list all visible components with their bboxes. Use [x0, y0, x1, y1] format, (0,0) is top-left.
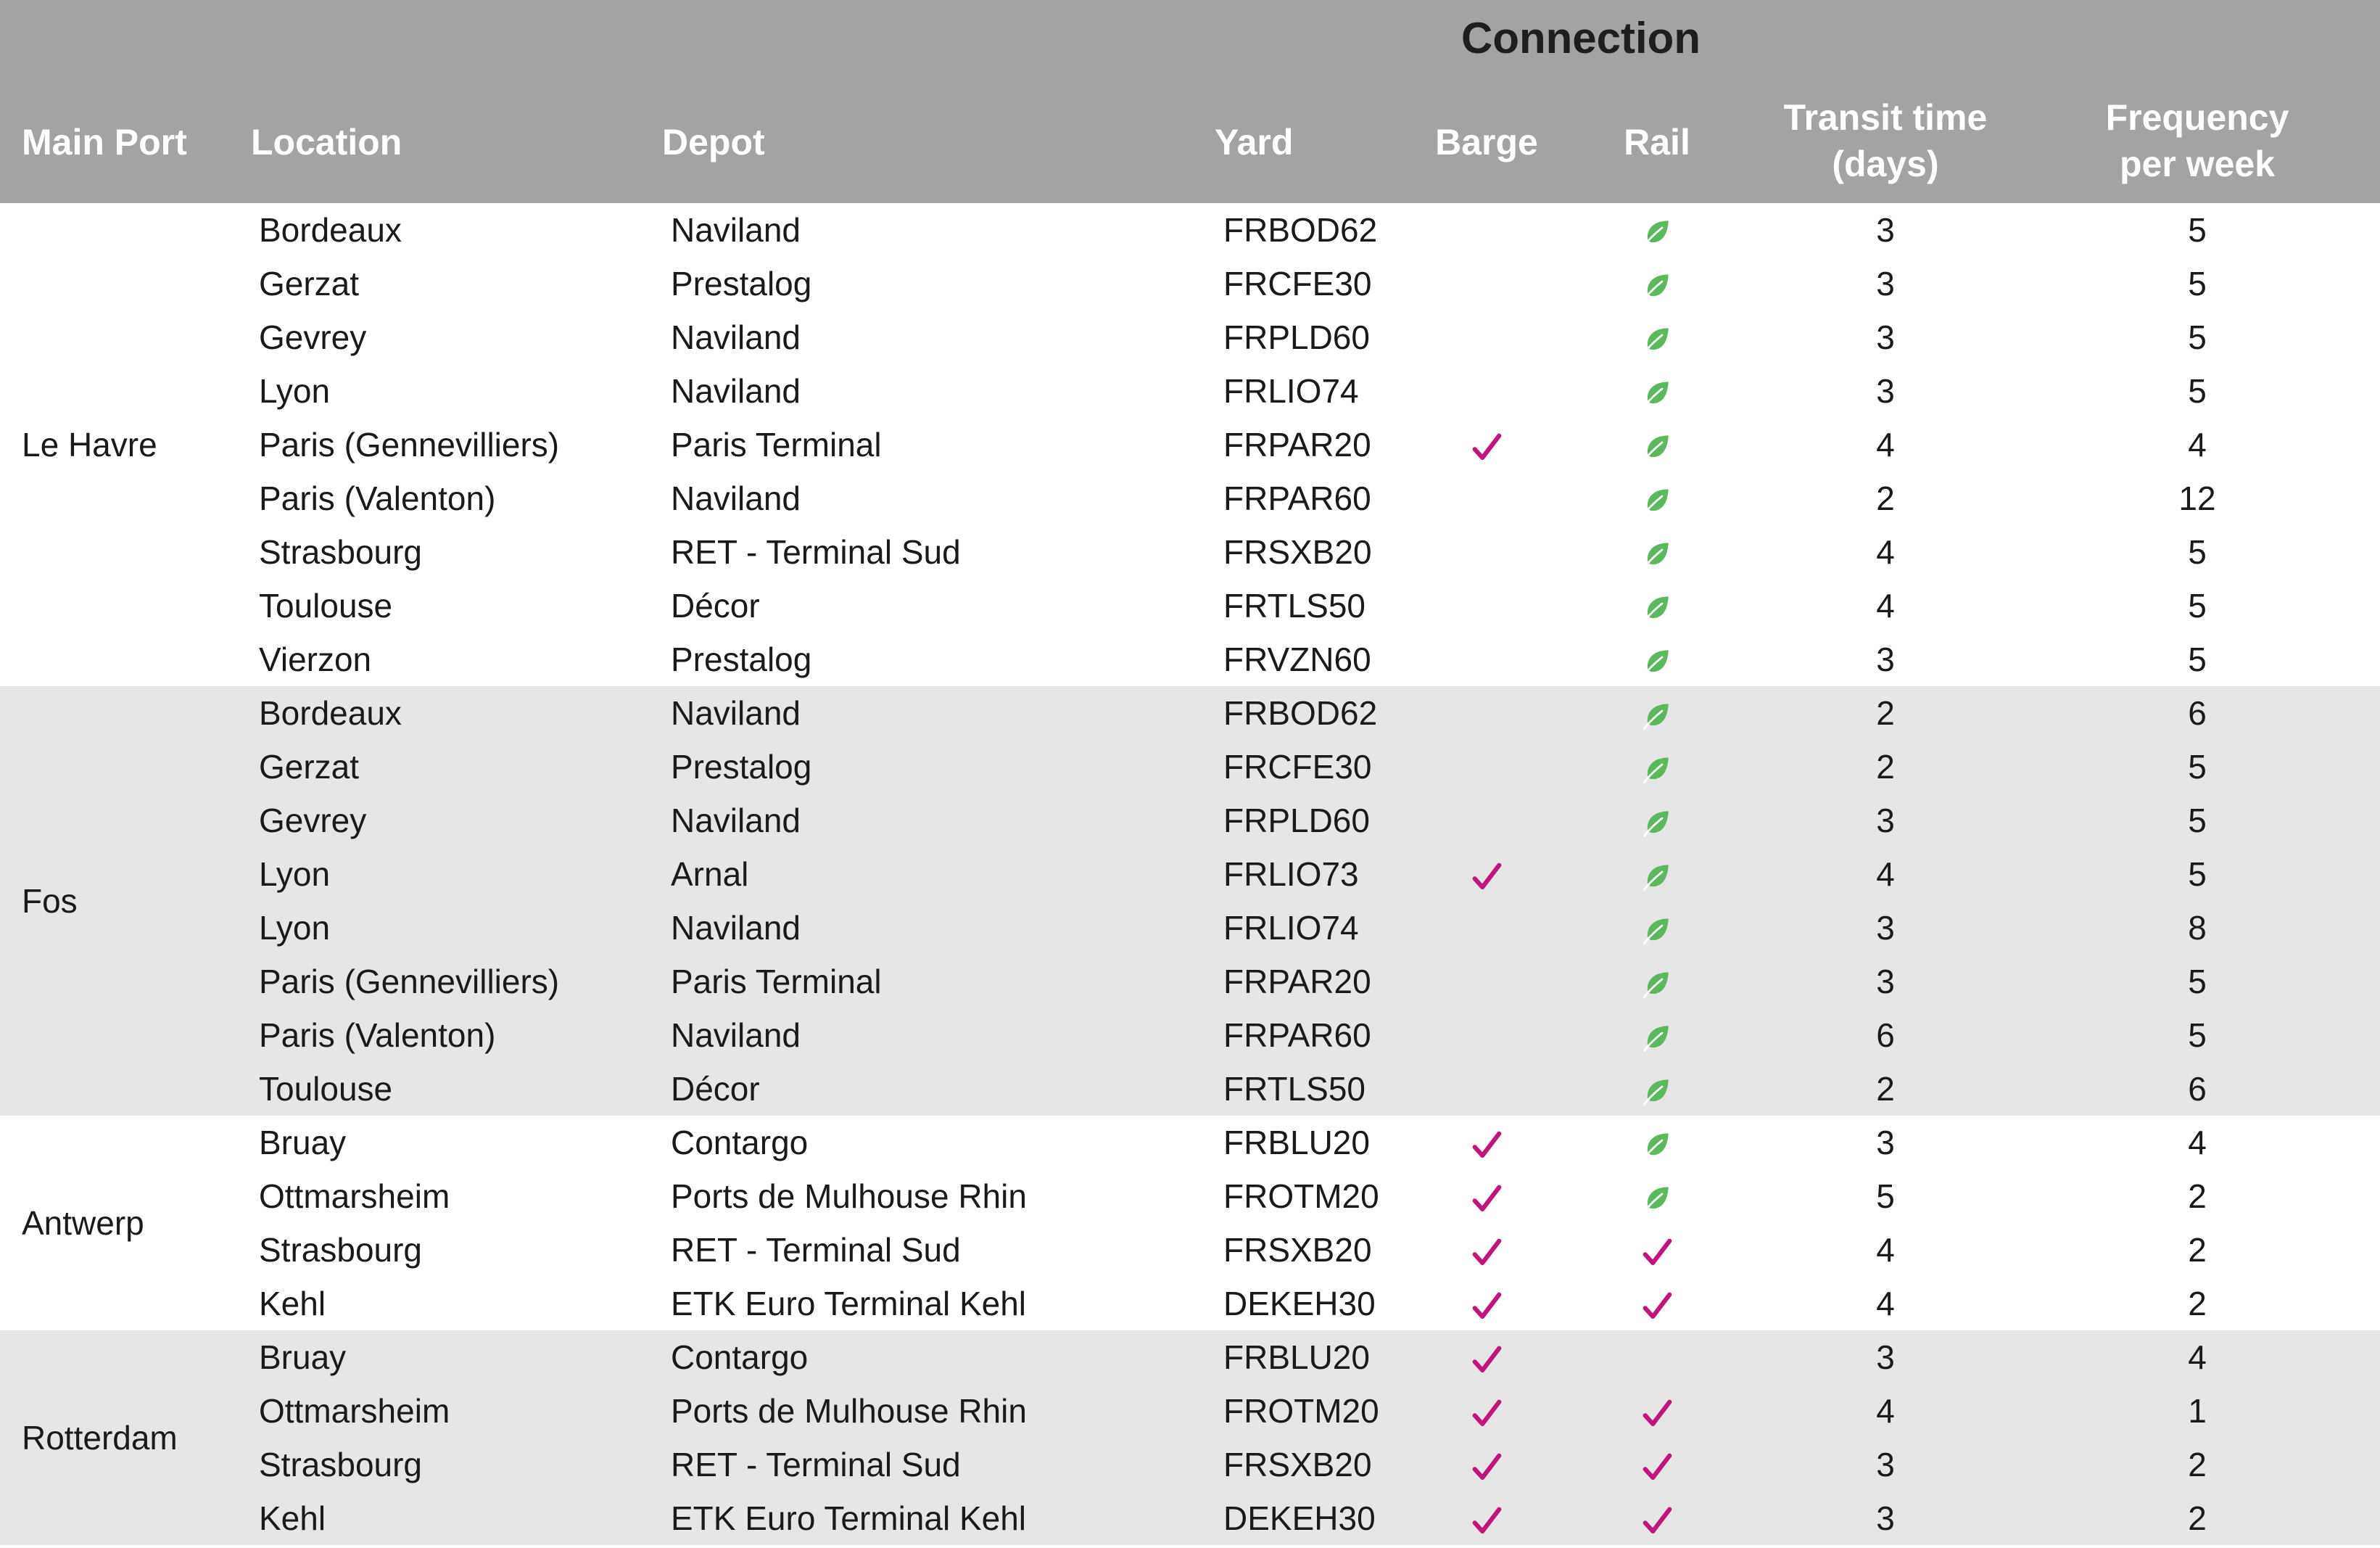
transit-time-cell: 2: [1876, 479, 1895, 517]
header-rail: Rail: [1624, 122, 1690, 162]
leaf-icon: [1642, 1124, 1672, 1161]
leaf-icon: [1642, 1016, 1672, 1054]
location-cell: Bordeaux: [259, 211, 402, 249]
location-cell: Lyon: [259, 855, 331, 893]
rail-cell: [1613, 1384, 1701, 1438]
check-icon: [1640, 1392, 1674, 1430]
rail-cell: [1613, 955, 1701, 1008]
transit-time-cell: 2: [1876, 748, 1895, 786]
table-row: [0, 955, 2380, 1008]
yard-cell: FRBOD62: [1223, 211, 1378, 249]
table-row: [0, 1062, 2380, 1116]
frequency-cell: 5: [2188, 802, 2207, 839]
rail-cell: [1613, 472, 1701, 525]
frequency-cell: 12: [2178, 479, 2216, 517]
table-row: [0, 525, 2380, 579]
header-frequency-line2: per week: [2119, 144, 2275, 184]
header-transit-time: [1740, 94, 2030, 187]
location-cell: Paris (Valenton): [259, 1016, 496, 1054]
leaf-icon: [1642, 426, 1672, 464]
table-row: [0, 310, 2380, 364]
connection-heading: Connection: [1461, 14, 1701, 62]
leaf-icon: [1642, 909, 1672, 947]
rail-cell: [1613, 901, 1701, 955]
rail-cell: [1613, 1169, 1701, 1223]
location-cell: Strasbourg: [259, 533, 423, 571]
depot-cell: RET - Terminal Sud: [671, 1231, 961, 1269]
frequency-cell: 6: [2188, 694, 2207, 732]
header-yard: Yard: [1215, 122, 1294, 162]
frequency-cell: 5: [2188, 855, 2207, 893]
depot-cell: Prestalog: [671, 265, 812, 302]
yard-cell: FRSXB20: [1223, 1446, 1372, 1483]
table-row: [0, 740, 2380, 794]
check-icon: [1470, 855, 1503, 893]
frequency-cell: 5: [2188, 1016, 2207, 1054]
barge-cell: [1443, 1384, 1530, 1438]
check-icon: [1470, 1446, 1503, 1483]
frequency-cell: 4: [2188, 1124, 2207, 1161]
transit-time-cell: 4: [1876, 1231, 1895, 1269]
table-row: [0, 901, 2380, 955]
barge-cell: [1443, 1223, 1530, 1277]
barge-cell: [1443, 418, 1530, 472]
location-cell: Kehl: [259, 1499, 326, 1537]
barge-cell: [1443, 1277, 1530, 1330]
frequency-cell: 5: [2188, 641, 2207, 678]
transit-time-cell: 3: [1876, 265, 1895, 302]
frequency-cell: 6: [2188, 1070, 2207, 1108]
check-icon: [1470, 1231, 1503, 1269]
barge-cell: [1443, 1491, 1530, 1545]
location-cell: Gevrey: [259, 318, 367, 356]
rail-cell: [1613, 257, 1701, 310]
frequency-cell: 5: [2188, 748, 2207, 786]
transit-time-cell: 3: [1876, 1499, 1895, 1537]
port-group: [0, 1116, 2380, 1330]
frequency-cell: 5: [2188, 318, 2207, 356]
frequency-cell: 2: [2188, 1446, 2207, 1483]
table-row: [0, 579, 2380, 633]
table-body: [0, 203, 2380, 1545]
frequency-cell: 4: [2188, 1338, 2207, 1376]
yard-cell: FRBLU20: [1223, 1124, 1370, 1161]
leaf-icon: [1642, 802, 1672, 839]
location-cell: Strasbourg: [259, 1231, 423, 1269]
location-cell: Bordeaux: [259, 694, 402, 732]
transit-time-cell: 3: [1876, 211, 1895, 249]
main-port-name: Le Havre: [22, 426, 157, 464]
depot-cell: Prestalog: [671, 748, 812, 786]
leaf-icon: [1642, 587, 1672, 625]
depot-cell: Naviland: [671, 372, 801, 410]
frequency-cell: 5: [2188, 211, 2207, 249]
leaf-icon: [1642, 533, 1672, 571]
check-icon: [1640, 1446, 1674, 1483]
barge-cell: [1443, 1438, 1530, 1491]
rail-cell: [1613, 847, 1701, 901]
barge-cell: [1443, 847, 1530, 901]
yard-cell: FRCFE30: [1223, 748, 1372, 786]
location-cell: Lyon: [259, 372, 331, 410]
table-row: [0, 364, 2380, 418]
frequency-cell: 2: [2188, 1285, 2207, 1322]
transit-time-cell: 4: [1876, 855, 1895, 893]
yard-cell: FRPAR20: [1223, 426, 1371, 464]
depot-cell: Naviland: [671, 479, 801, 517]
check-icon: [1470, 1499, 1503, 1537]
transit-time-cell: 3: [1876, 963, 1895, 1000]
depot-cell: ETK Euro Terminal Kehl: [671, 1499, 1027, 1537]
location-cell: Ottmarsheim: [259, 1392, 450, 1430]
yard-cell: FRCFE30: [1223, 265, 1372, 302]
depot-cell: RET - Terminal Sud: [671, 1446, 961, 1483]
rail-cell: [1613, 418, 1701, 472]
location-cell: Strasbourg: [259, 1446, 423, 1483]
transit-time-cell: 3: [1876, 1446, 1895, 1483]
leaf-icon: [1642, 748, 1672, 786]
location-cell: Lyon: [259, 909, 331, 947]
yard-cell: FRBOD62: [1223, 694, 1378, 732]
leaf-icon: [1642, 1177, 1672, 1215]
frequency-cell: 5: [2188, 587, 2207, 625]
depot-cell: Arnal: [671, 855, 749, 893]
yard-cell: FRSXB20: [1223, 1231, 1372, 1269]
transit-time-cell: 2: [1876, 694, 1895, 732]
frequency-cell: 8: [2188, 909, 2207, 947]
check-icon: [1470, 1177, 1503, 1215]
leaf-icon: [1642, 641, 1672, 678]
check-icon: [1470, 426, 1503, 464]
location-cell: Gerzat: [259, 265, 360, 302]
header-main-port: Main Port: [22, 122, 187, 162]
barge-cell: [1443, 1116, 1530, 1169]
table-row: [0, 1116, 2380, 1169]
yard-cell: DEKEH30: [1223, 1285, 1376, 1322]
rail-cell: [1613, 633, 1701, 686]
table-row: [0, 794, 2380, 847]
depot-cell: Paris Terminal: [671, 963, 882, 1000]
yard-cell: FROTM20: [1223, 1392, 1379, 1430]
depot-cell: ETK Euro Terminal Kehl: [671, 1285, 1027, 1322]
rail-cell: [1613, 203, 1701, 257]
main-port-name: Fos: [22, 882, 78, 920]
table-row: [0, 686, 2380, 740]
location-cell: Toulouse: [259, 587, 393, 625]
table-row: [0, 418, 2380, 472]
transit-time-cell: 3: [1876, 318, 1895, 356]
leaf-icon: [1642, 694, 1672, 732]
transit-time-cell: 3: [1876, 372, 1895, 410]
leaf-icon: [1642, 318, 1672, 356]
location-cell: Paris (Gennevilliers): [259, 963, 560, 1000]
yard-cell: FRVZN60: [1223, 641, 1371, 678]
frequency-cell: 5: [2188, 372, 2207, 410]
rail-cell: [1613, 579, 1701, 633]
depot-cell: Contargo: [671, 1338, 809, 1376]
check-icon: [1640, 1499, 1674, 1537]
table-row: [0, 1491, 2380, 1545]
rail-cell: [1613, 1438, 1701, 1491]
location-cell: Paris (Valenton): [259, 479, 496, 517]
location-cell: Toulouse: [259, 1070, 393, 1108]
yard-cell: FRPAR20: [1223, 963, 1371, 1000]
check-icon: [1470, 1338, 1503, 1376]
depot-cell: Naviland: [671, 802, 801, 839]
transit-time-cell: 3: [1876, 641, 1895, 678]
table-row: [0, 1169, 2380, 1223]
header-transit-line2: (days): [1832, 144, 1939, 184]
rail-cell: [1613, 1008, 1701, 1062]
transit-time-cell: 4: [1876, 533, 1895, 571]
header-transit-line1: Transit time: [1783, 97, 1988, 138]
transit-time-cell: 5: [1876, 1177, 1895, 1215]
depot-cell: Naviland: [671, 211, 801, 249]
yard-cell: FRLIO73: [1223, 855, 1359, 893]
check-icon: [1640, 1231, 1674, 1269]
rail-cell: [1613, 1223, 1701, 1277]
table-row: [0, 847, 2380, 901]
leaf-icon: [1642, 265, 1672, 302]
depot-cell: Naviland: [671, 909, 801, 947]
depot-cell: RET - Terminal Sud: [671, 533, 961, 571]
frequency-cell: 4: [2188, 426, 2207, 464]
table-header: [0, 0, 2380, 203]
location-cell: Bruay: [259, 1338, 347, 1376]
rail-cell: [1613, 1277, 1701, 1330]
depot-cell: Naviland: [671, 694, 801, 732]
rail-cell: [1613, 794, 1701, 847]
table-row: [0, 1384, 2380, 1438]
yard-cell: FRPAR60: [1223, 1016, 1371, 1054]
table-row: [0, 257, 2380, 310]
leaf-icon: [1642, 372, 1672, 410]
table-row: [0, 633, 2380, 686]
table-row: [0, 1330, 2380, 1384]
check-icon: [1470, 1392, 1503, 1430]
transit-time-cell: 3: [1876, 909, 1895, 947]
depot-cell: Contargo: [671, 1124, 809, 1161]
depot-cell: Naviland: [671, 318, 801, 356]
transit-time-cell: 4: [1876, 1285, 1895, 1322]
transit-time-cell: 3: [1876, 1124, 1895, 1161]
depot-cell: Ports de Mulhouse Rhin: [671, 1392, 1027, 1430]
transit-time-cell: 3: [1876, 802, 1895, 839]
depot-cell: Naviland: [671, 1016, 801, 1054]
barge-cell: [1443, 1330, 1530, 1384]
header-frequency: [2052, 94, 2342, 187]
rail-cell: [1613, 310, 1701, 364]
location-cell: Kehl: [259, 1285, 326, 1322]
main-port-name: Antwerp: [22, 1204, 144, 1242]
depot-cell: Paris Terminal: [671, 426, 882, 464]
main-port-name: Rotterdam: [22, 1419, 178, 1457]
depot-cell: Décor: [671, 1070, 760, 1108]
table-row: [0, 203, 2380, 257]
yard-cell: FRTLS50: [1223, 587, 1366, 625]
port-group: [0, 1330, 2380, 1545]
port-group: [0, 203, 2380, 686]
transit-time-cell: 4: [1876, 426, 1895, 464]
yard-cell: FRLIO74: [1223, 372, 1359, 410]
header-depot: Depot: [662, 122, 765, 162]
depot-cell: Prestalog: [671, 641, 812, 678]
frequency-cell: 1: [2188, 1392, 2207, 1430]
header-barge: Barge: [1435, 122, 1538, 162]
frequency-cell: 5: [2188, 533, 2207, 571]
rail-cell: [1613, 1491, 1701, 1545]
leaf-icon: [1642, 1070, 1672, 1108]
yard-cell: FRSXB20: [1223, 533, 1372, 571]
port-group: [0, 686, 2380, 1116]
location-cell: Gevrey: [259, 802, 367, 839]
table-row: [0, 472, 2380, 525]
location-cell: Ottmarsheim: [259, 1177, 450, 1215]
yard-cell: FRLIO74: [1223, 909, 1359, 947]
leaf-icon: [1642, 479, 1672, 517]
frequency-cell: 2: [2188, 1177, 2207, 1215]
frequency-cell: 2: [2188, 1499, 2207, 1537]
transit-time-cell: 6: [1876, 1016, 1895, 1054]
check-icon: [1470, 1285, 1503, 1322]
frequency-cell: 5: [2188, 265, 2207, 302]
rail-cell: [1613, 686, 1701, 740]
location-cell: Vierzon: [259, 641, 372, 678]
header-location: Location: [251, 122, 402, 162]
yard-cell: FRPAR60: [1223, 479, 1371, 517]
transit-time-cell: 4: [1876, 1392, 1895, 1430]
table-row: [0, 1277, 2380, 1330]
yard-cell: FRPLD60: [1223, 318, 1370, 356]
barge-cell: [1443, 1169, 1530, 1223]
leaf-icon: [1642, 211, 1672, 249]
transit-time-cell: 4: [1876, 587, 1895, 625]
leaf-icon: [1642, 855, 1672, 893]
header-frequency-line1: Frequency: [2105, 97, 2289, 138]
location-cell: Gerzat: [259, 748, 360, 786]
check-icon: [1640, 1285, 1674, 1322]
check-icon: [1470, 1124, 1503, 1161]
rail-cell: [1613, 1116, 1701, 1169]
depot-cell: Ports de Mulhouse Rhin: [671, 1177, 1027, 1215]
location-cell: Bruay: [259, 1124, 347, 1161]
location-cell: Paris (Gennevilliers): [259, 426, 560, 464]
rail-cell: [1613, 364, 1701, 418]
yard-cell: FROTM20: [1223, 1177, 1379, 1215]
transit-time-cell: 2: [1876, 1070, 1895, 1108]
table-row: [0, 1223, 2380, 1277]
yard-cell: DEKEH30: [1223, 1499, 1376, 1537]
frequency-cell: 5: [2188, 963, 2207, 1000]
yard-cell: FRPLD60: [1223, 802, 1370, 839]
table-row: [0, 1438, 2380, 1491]
yard-cell: FRBLU20: [1223, 1338, 1370, 1376]
rail-cell: [1613, 1062, 1701, 1116]
yard-cell: FRTLS50: [1223, 1070, 1366, 1108]
table-row: [0, 1008, 2380, 1062]
leaf-icon: [1642, 963, 1672, 1000]
transit-time-cell: 3: [1876, 1338, 1895, 1376]
rail-cell: [1613, 525, 1701, 579]
rail-cell: [1613, 740, 1701, 794]
depot-cell: Décor: [671, 587, 760, 625]
frequency-cell: 2: [2188, 1231, 2207, 1269]
